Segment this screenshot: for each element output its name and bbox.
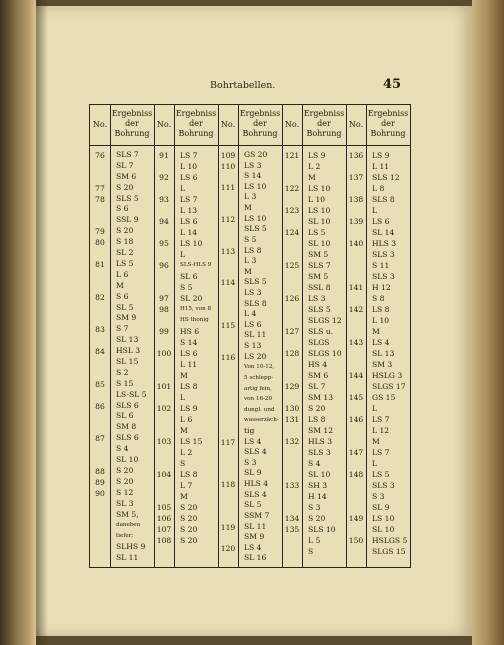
header-ergebnis: Ergebniss der Bohrung — [175, 109, 217, 138]
bohrung-result-line: SLHS 9 — [116, 542, 146, 552]
bohrung-result-line: L 13 — [180, 206, 198, 215]
bohrung-result-line: S 18 — [116, 237, 134, 247]
bohrung-result-line: SL 11 — [244, 521, 267, 531]
bohrung-result-line: HSLG 3 — [372, 371, 403, 380]
bohrung-result-line: L — [180, 250, 186, 259]
bohrung-number: 98 — [159, 305, 169, 314]
bohrung-number: 138 — [348, 195, 364, 204]
bohrung-result-line: GS 20 — [244, 150, 268, 159]
bohrung-number: 86 — [95, 401, 105, 411]
bohrung-result-line: LS 5 — [116, 258, 134, 268]
bohrung-result-line: LS 3 — [244, 160, 262, 170]
bohrung-result-line: SL 2 — [116, 248, 134, 258]
bohrung-number: 133 — [284, 481, 300, 490]
header-no: No. — [92, 120, 108, 129]
bohrung-number: 109 — [220, 151, 236, 160]
bohrung-number: 93 — [159, 195, 169, 204]
bohrung-result-line: tig — [244, 426, 255, 435]
bohrung-result-line: HS 6 — [180, 327, 200, 336]
bohrung-result-line: SL 10 — [308, 217, 331, 226]
bohrung-result-line: HSLGS 5 — [372, 536, 408, 545]
bohrung-number: 122 — [284, 184, 300, 193]
bohrung-result-line: SLS 7 — [116, 150, 139, 159]
bohrung-result-line: L — [372, 404, 378, 413]
bohrung-result-line: S 20 — [308, 514, 326, 523]
bohrung-result-line: L 12 — [372, 426, 390, 435]
bohrung-result-line: 5 schlepp- — [244, 374, 274, 381]
bohrung-result-line: S 3 — [244, 457, 257, 467]
header-no: No. — [220, 120, 236, 129]
bohrung-result-line: LS 7 — [372, 415, 390, 424]
bohrung-result-line: LS 20 — [244, 351, 267, 361]
bohrung-number: 150 — [348, 536, 364, 545]
bohrung-result-line: S — [308, 547, 314, 556]
bohrung-number: 82 — [95, 292, 105, 302]
bohrung-number: 127 — [284, 327, 300, 336]
bohrung-result-line: daneben — [116, 522, 141, 529]
bohrung-number: 125 — [284, 261, 300, 270]
spine-shadow — [36, 0, 48, 645]
bohrung-number: 142 — [348, 305, 364, 314]
bohrung-number: 119 — [220, 522, 236, 532]
bohrung-result-line: SM 5 — [308, 250, 329, 259]
bohrung-number: 121 — [284, 151, 300, 160]
bohrung-number: 78 — [95, 194, 105, 204]
bohrung-result-line: L 7 — [180, 481, 193, 490]
bohrung-result-line: H 12 — [372, 283, 391, 292]
bohrung-result-line: SL 9 — [244, 468, 262, 478]
bohrung-result-line: S 13 — [244, 341, 262, 351]
bohrung-number: 146 — [348, 415, 364, 424]
bohrung-result-line: S 20 — [116, 226, 134, 236]
bohrung-result-line: SLGS — [308, 338, 330, 347]
bohrung-result-line: LS 8 — [180, 382, 198, 391]
bohrung-result-line: L 5 — [308, 536, 321, 545]
bohrung-result-line: SM 8 — [116, 422, 137, 432]
bohrung-result-line: S 5 — [244, 234, 257, 244]
bohrung-result-line: LS 6 — [180, 173, 198, 182]
bohrung-result-line: M — [372, 327, 380, 336]
bohrung-result-line: SL 6 — [180, 272, 198, 281]
bohrung-number: 94 — [159, 217, 169, 226]
bohrung-result-line: SL 6 — [116, 411, 134, 421]
bohrung-number: 85 — [95, 379, 105, 389]
bohrung-number: 102 — [156, 404, 172, 413]
bohrung-result-line: S 20 — [180, 525, 198, 534]
bohrung-result-line: L 10 — [308, 195, 326, 204]
bohrung-result-line: SM 12 — [308, 426, 334, 435]
bohrung-result-line: L — [180, 184, 186, 193]
bohrung-result-line: LS 8 — [180, 470, 198, 479]
bohrung-result-line: M — [180, 492, 188, 501]
bohrung-result-line: SL 11 — [116, 553, 139, 563]
bohrung-number: 131 — [284, 415, 300, 424]
bohrung-result-line: S 20 — [180, 514, 198, 523]
bohrung-number: 76 — [95, 151, 105, 160]
bohrung-number: 99 — [159, 327, 169, 336]
bohrung-result-line: S 20 — [116, 476, 134, 486]
bohrung-number: 89 — [95, 477, 105, 487]
bohrtabelle-table — [89, 104, 411, 568]
bohrung-number: 118 — [220, 480, 236, 490]
bohrung-result-line: LS 9 — [308, 151, 326, 160]
header-ergebnis: Ergebniss der Bohrung — [367, 109, 409, 138]
book-edge-right — [472, 0, 504, 645]
bohrung-result-line: L 11 — [372, 162, 390, 171]
bohrung-number: 132 — [284, 437, 300, 446]
bohrung-result-line: L 3 — [244, 192, 257, 202]
bohrung-result-line: S 2 — [116, 367, 129, 377]
bohrung-number: 130 — [284, 404, 300, 413]
bohrung-number: 111 — [220, 182, 236, 192]
header-no: No. — [284, 120, 300, 129]
page-number: 45 — [383, 77, 402, 92]
bohrung-result-line: S 8 — [372, 294, 385, 303]
bohrung-result-line: SL 15 — [116, 357, 139, 366]
bohrung-result-line: LS 9 — [372, 151, 390, 160]
bohrung-result-line: LS 7 — [372, 448, 390, 457]
bohrung-number: 81 — [95, 259, 105, 269]
header-rule — [90, 145, 410, 146]
bohrung-number: 140 — [348, 239, 364, 248]
bohrung-result-line: SLS 4 — [244, 489, 267, 499]
bohrung-result-line: SL 10 — [308, 239, 331, 248]
bohrung-result-line: artig fein, — [244, 385, 272, 392]
bohrung-result-line: SLS 10 — [308, 525, 336, 534]
bohrung-result-line: S 3 — [372, 492, 385, 501]
bohrung-number: 83 — [95, 325, 105, 335]
number-column-divider — [366, 105, 367, 567]
bohrung-number: 80 — [95, 238, 105, 248]
bohrung-result-line: M — [308, 173, 316, 182]
bohrung-result-line: SLS 3 — [372, 272, 395, 281]
bohrung-number: 95 — [159, 239, 169, 248]
header-ergebnis: Ergebniss der Bohrung — [111, 109, 153, 138]
bohrung-number: 135 — [284, 525, 300, 534]
bohrung-result-line: tiefer: — [116, 533, 134, 540]
number-column-divider — [302, 105, 303, 567]
bohrung-result-line: LS 5 — [372, 470, 390, 479]
header-no: No. — [156, 120, 172, 129]
bohrung-result-line: LS 6 — [180, 217, 198, 226]
bohrung-result-line: SL 5 — [244, 500, 262, 510]
header-ergebnis: Ergebniss der Bohrung — [239, 109, 281, 138]
bohrung-result-line: SLS-HLS 9 — [180, 262, 212, 268]
bohrung-number: 126 — [284, 294, 300, 303]
bohrung-result-line: LS 8 — [372, 305, 390, 314]
bohrung-number: 147 — [348, 448, 364, 457]
bohrung-result-line: SL 7 — [308, 382, 326, 391]
bohrung-number: 106 — [156, 514, 172, 523]
bohrung-result-line: SLS 3 — [372, 250, 395, 259]
bohrung-number: 117 — [220, 437, 236, 447]
bohrung-result-line: M — [244, 203, 252, 213]
bohrung-result-line: SLS 5 — [116, 193, 139, 203]
bohrung-result-line: M — [180, 371, 188, 380]
header-ergebnis: Ergebniss der Bohrung — [303, 109, 345, 138]
number-column-divider — [238, 105, 239, 567]
page-header: Bohrtabellen. — [210, 80, 276, 91]
bohrung-result-line: S 15 — [116, 378, 134, 388]
bohrung-result-line: SM 6 — [308, 371, 329, 380]
bohrung-result-line: L — [180, 393, 186, 402]
bohrung-result-line: L 2 — [308, 162, 321, 171]
bohrung-result-line: LS 9 — [180, 404, 198, 413]
bohrung-number: 105 — [156, 503, 172, 512]
bohrung-result-line: LS 6 — [244, 319, 262, 329]
bohrung-result-line: LS 15 — [180, 437, 203, 446]
bohrung-result-line: HSL 3 — [116, 346, 141, 356]
bohrung-result-line: SL 9 — [372, 503, 390, 512]
bohrung-result-line: M — [372, 437, 380, 446]
bohrung-number: 114 — [220, 278, 236, 288]
bohrung-number: 107 — [156, 525, 172, 534]
bohrung-result-line: LS 4 — [372, 338, 390, 347]
bohrung-number: 79 — [95, 227, 105, 237]
bohrung-result-line: LS 7 — [180, 151, 198, 160]
bohrung-result-line: SLS u. — [308, 327, 334, 336]
bohrung-result-line: SL 20 — [180, 294, 203, 303]
bohrung-result-line: L 3 — [244, 256, 257, 266]
bohrung-result-line: S 6 — [116, 291, 129, 301]
bohrung-result-line: SLS 8 — [372, 195, 395, 204]
bohrung-result-line: HLS 4 — [244, 479, 269, 489]
bohrung-result-line: S 4 — [308, 459, 321, 468]
bohrung-result-line: SLGS 10 — [308, 349, 342, 358]
bohrung-number: 128 — [284, 349, 300, 358]
bohrung-result-line: SLS 6 — [116, 400, 139, 410]
bohrung-result-line: SL 11 — [244, 330, 267, 340]
bohrung-number: 123 — [284, 206, 300, 215]
bohrung-result-line: L 14 — [180, 228, 198, 237]
bohrung-result-line: LS 10 — [180, 239, 203, 248]
bohrung-result-line: L 2 — [180, 448, 193, 457]
bohrung-result-line: LS-SL 5 — [116, 389, 147, 399]
bohrung-result-line: S 20 — [308, 404, 326, 413]
bohrung-result-line: SLS 7 — [308, 261, 331, 270]
bohrung-result-line: LS 10 — [308, 184, 331, 193]
bohrung-result-line: LS 3 — [244, 288, 262, 297]
bohrung-number: 91 — [159, 151, 169, 160]
bohrung-result-line: SLS 8 — [244, 298, 267, 308]
bohrung-result-line: dungl. und — [244, 406, 275, 413]
bohrung-result-line: SM 9 — [116, 313, 137, 323]
bohrung-result-line: SM 5 — [308, 272, 329, 281]
bohrung-result-line: SSM 7 — [244, 510, 270, 520]
bohrung-result-line: L 6 — [180, 415, 193, 424]
bohrung-result-line: S — [180, 459, 186, 468]
bohrung-number: 145 — [348, 393, 364, 402]
bohrung-result-line: M — [180, 426, 188, 435]
bohrung-result-line: HLS 3 — [372, 239, 397, 248]
bohrung-number: 115 — [220, 320, 236, 330]
bohrung-result-line: SL 3 — [116, 498, 134, 508]
bohrung-result-line: SL 7 — [116, 160, 134, 170]
bohrung-number: 144 — [348, 371, 364, 380]
bohrung-number: 149 — [348, 514, 364, 523]
bohrung-result-line: SM 5, — [116, 509, 139, 519]
bohrung-result-line: SL 10 — [372, 525, 395, 534]
bohrung-number: 141 — [348, 283, 364, 292]
book-gutter-left — [0, 0, 36, 645]
bohrung-result-line: SLS 3 — [372, 481, 395, 490]
bohrung-result-line: wasserzäch- — [244, 417, 279, 424]
bohrung-result-line: GS 15 — [372, 393, 396, 402]
column-divider — [218, 105, 219, 567]
bohrung-number: 113 — [220, 246, 236, 256]
bohrung-result-line: SLS 5 — [244, 224, 267, 234]
bohrung-result-line: LS 10 — [244, 213, 267, 223]
bohrung-number: 148 — [348, 470, 364, 479]
bohrung-result-line: L 11 — [180, 360, 198, 369]
bohrung-result-line: L 8 — [372, 184, 385, 193]
number-column-divider — [110, 105, 111, 567]
bohrung-result-line: SLGS 17 — [372, 382, 406, 391]
bohrung-result-line: L — [372, 459, 378, 468]
bohrung-result-line: L 10 — [180, 162, 198, 171]
bohrung-result-line: S 14 — [244, 171, 262, 181]
bohrung-number: 101 — [156, 382, 172, 391]
bohrung-number: 88 — [95, 466, 105, 476]
bohrung-result-line: SLGS 15 — [372, 547, 406, 556]
bohrung-result-line: LS 6 — [180, 349, 198, 358]
bohrung-result-line: HS thonig — [180, 317, 209, 323]
bohrung-result-line: SLS 6 — [116, 433, 139, 443]
bohrung-number: 143 — [348, 338, 364, 347]
bohrung-result-line: S 5 — [180, 283, 193, 292]
bohrung-result-line: L 10 — [372, 316, 390, 325]
bohrung-result-line: HS 4 — [308, 360, 328, 369]
bohrung-result-line: LS 10 — [308, 206, 331, 215]
bohrung-number: 108 — [156, 536, 172, 545]
bohrung-result-line: M — [244, 266, 252, 276]
bohrung-result-line: von 16-20 — [244, 396, 273, 403]
bohrung-number: 84 — [95, 347, 105, 357]
bohrung-number: 87 — [95, 434, 105, 444]
bohrung-number: 100 — [156, 349, 172, 358]
bohrung-result-line: SL 13 — [372, 349, 395, 358]
bohrung-result-line: SL 14 — [372, 228, 395, 237]
bohrung-result-line: LS 10 — [372, 514, 395, 523]
bohrung-number: 112 — [220, 214, 236, 224]
bohrung-number: 116 — [220, 352, 236, 362]
bohrung-result-line: SM 6 — [116, 171, 137, 181]
bohrung-result-line: SSL 8 — [308, 283, 331, 292]
bohrung-result-line: SLS 3 — [308, 448, 331, 457]
bohrung-result-line: SLS 12 — [372, 173, 400, 182]
bohrung-result-line: M — [116, 280, 124, 290]
bohrung-result-line: S 12 — [116, 487, 134, 497]
bohrung-number: 124 — [284, 228, 300, 237]
bohrung-number: 103 — [156, 437, 172, 446]
bohrung-result-line: S 4 — [116, 444, 129, 454]
bohrung-result-line: LS 7 — [180, 195, 198, 204]
bohrung-result-line: SL 13 — [116, 335, 139, 345]
bohrung-result-line: S 20 — [180, 503, 198, 512]
bohrung-result-line: SLS 5 — [244, 277, 267, 287]
bohrung-number: 129 — [284, 382, 300, 391]
bohrung-result-line: SM 13 — [308, 393, 334, 402]
bohrung-number: 104 — [156, 470, 172, 479]
bohrung-result-line: LS 8 — [244, 245, 262, 255]
bohrung-number: 134 — [284, 514, 300, 523]
bohrung-result-line: H 14 — [308, 492, 327, 501]
bohrung-result-line: LS 10 — [244, 181, 267, 191]
bohrung-result-line: SLS 4 — [244, 447, 267, 457]
bohrung-result-line: SLGS 12 — [308, 316, 342, 325]
bohrung-result-line: HLS 3 — [308, 437, 333, 446]
bohrung-result-line: LS 4 — [244, 542, 262, 552]
bohrung-result-line: S 7 — [116, 324, 129, 334]
bohrung-result-line: SH 3 — [308, 481, 328, 490]
bohrung-result-line: H15, von 8 — [180, 306, 212, 312]
bohrung-result-line: SL 16 — [244, 553, 267, 563]
bohrung-number: 137 — [348, 173, 364, 182]
bohrung-result-line: SL 10 — [308, 470, 331, 479]
bohrung-number: 139 — [348, 217, 364, 226]
bohrung-number: 110 — [220, 161, 236, 171]
bohrung-result-line: SLS 5 — [308, 305, 331, 314]
bohrung-result-line: S 6 — [116, 204, 129, 214]
bohrung-result-line: LS 4 — [244, 436, 262, 446]
header-no: No. — [348, 120, 364, 129]
bohrung-result-line: S 20 — [116, 182, 134, 192]
bohrung-result-line: LS 5 — [308, 228, 326, 237]
bohrung-result-line: S 11 — [372, 261, 390, 270]
bohrung-result-line: S 20 — [180, 536, 198, 545]
bohrung-number: 77 — [95, 183, 105, 193]
bohrung-result-line: LS 8 — [308, 415, 326, 424]
bohrung-result-line: LS 6 — [372, 217, 390, 226]
bohrung-result-line: SL 10 — [116, 455, 139, 465]
bohrung-number: 120 — [220, 543, 236, 553]
bohrung-number: 136 — [348, 151, 364, 160]
bohrung-number: 92 — [159, 173, 169, 182]
bohrung-result-line: SM 9 — [244, 532, 265, 542]
bohrung-result-line: S 14 — [180, 338, 198, 347]
bohrung-result-line: Von 10-12, — [244, 364, 275, 371]
bohrung-result-line: SSL 9 — [116, 215, 139, 225]
number-column-divider — [174, 105, 175, 567]
bohrung-number: 97 — [159, 294, 169, 303]
bohrung-result-line: SM 3 — [372, 360, 393, 369]
bohrung-result-line: S 20 — [116, 465, 134, 475]
bohrung-result-line: LS 3 — [308, 294, 326, 303]
bohrung-number: 90 — [95, 488, 105, 498]
bohrung-result-line: L — [372, 206, 378, 215]
bohrung-result-line: SL 5 — [116, 302, 134, 312]
bohrung-result-line: S 3 — [308, 503, 321, 512]
bohrung-number: 96 — [159, 261, 169, 270]
bohrung-result-line: L 6 — [116, 269, 129, 279]
bohrung-result-line: L 4 — [244, 309, 257, 319]
